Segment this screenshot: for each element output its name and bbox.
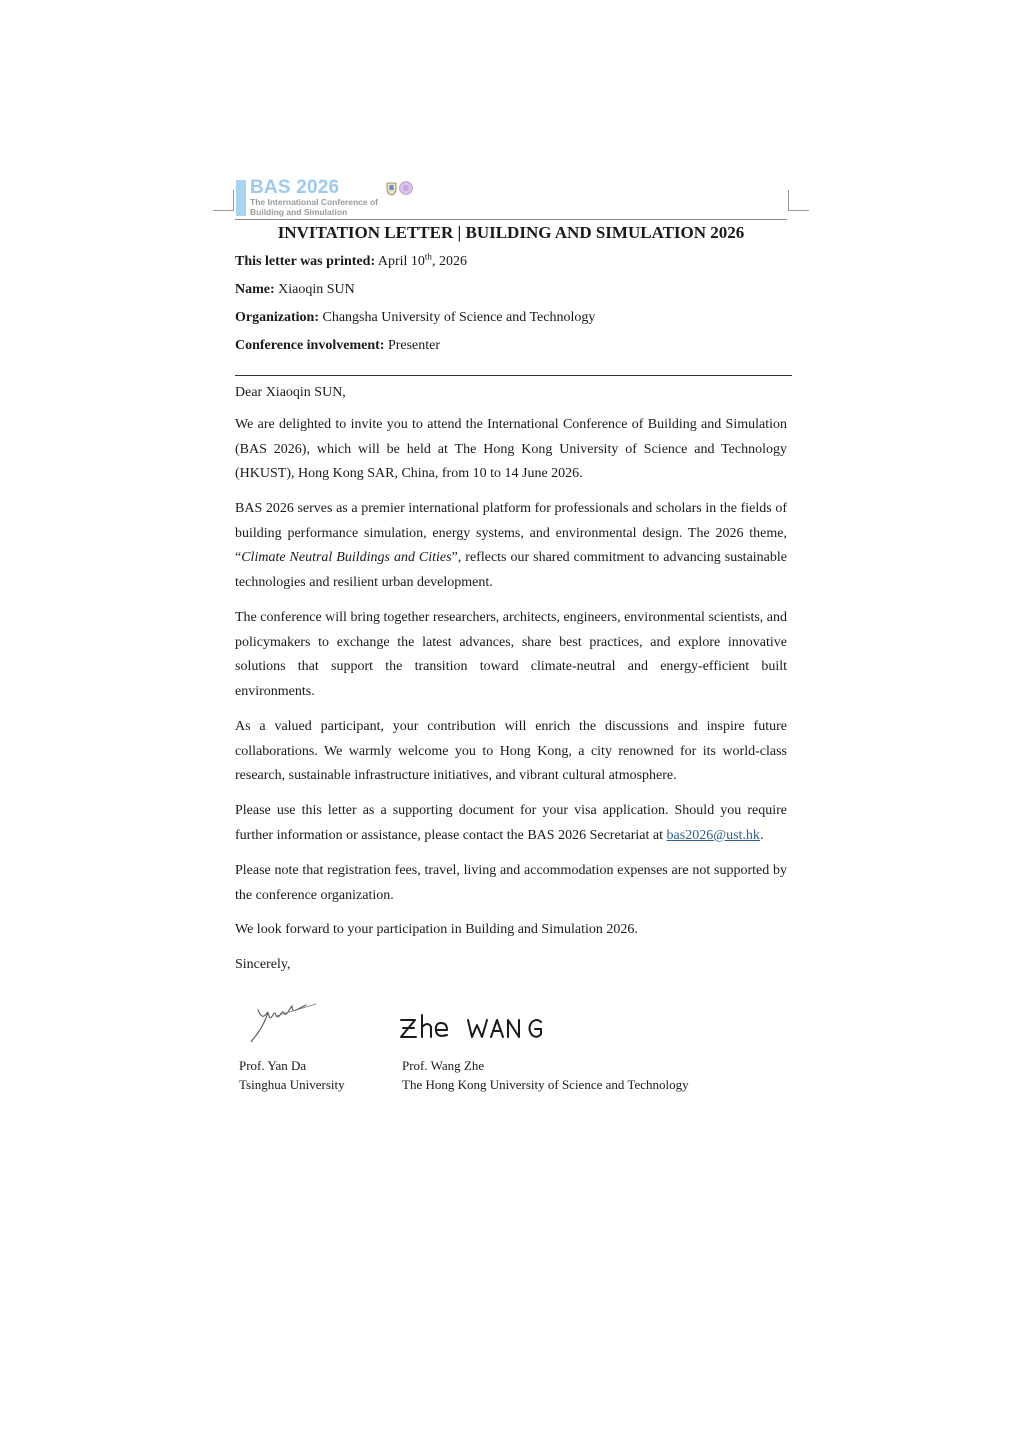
paragraph-expenses: Please note that registration fees, travel, living and accommodation expenses are not supported by the conference organization. — [235, 863, 787, 903]
conference-theme: Climate Neutral Buildings and Cities — [241, 550, 452, 566]
printed-date-year: , 2026 — [431, 254, 467, 269]
paragraph-audience: The conference will bring together researchers, architects, engineers, environmental scientists, and policymakers to exchange the latest advances, share best practices, and explore innovative solutions that support the transition toward climate-neutral and energy-efficient built environments. — [235, 610, 787, 700]
paragraph-invitation: We are delighted to invite you to attend the International Conference of Building and Simulation (BAS 2026), which will be held at The Hong Kong University of Science and Technology (HKUST), Hong Kong SAR, China, from 10 to 14 June 2026. — [235, 417, 787, 482]
signatory-2-block — [402, 1056, 689, 1094]
organization-value: Changsha University of Science and Technology — [322, 310, 596, 325]
printed-date-label: This letter was printed: — [235, 254, 376, 269]
logo-bar — [236, 180, 246, 216]
name-line — [235, 282, 355, 298]
name-label: Name: — [235, 282, 275, 297]
section-divider — [235, 375, 792, 376]
signatory-2-name: Prof. Wang Zhe — [402, 1058, 485, 1073]
crop-mark-right — [788, 190, 809, 211]
organization-label: Organization: — [235, 310, 319, 325]
paragraph-visa-text-end: . — [759, 827, 764, 843]
signatory-2-affiliation: The Hong Kong University of Science and Technology — [402, 1077, 689, 1092]
salutation: Dear Xiaoqin SUN, — [235, 385, 346, 400]
name-value: Xiaoqin SUN — [278, 282, 355, 297]
logo-subtitle-line2: Building and Simulation — [250, 207, 348, 217]
organization-line — [235, 310, 595, 326]
signature-wang-zhe — [398, 1012, 554, 1046]
involvement-line — [235, 338, 440, 354]
signatory-1-name: Prof. Yan Da — [239, 1058, 307, 1073]
involvement-value: Presenter — [387, 338, 441, 353]
paragraph-visa — [235, 799, 787, 848]
closing-sincerely: Sincerely, — [235, 957, 291, 972]
paragraph-visa-text: Please use this letter as a supporting document for your visa application. Should you require further information or assistance, please contact the BAS 2026 Secretariat at — [235, 803, 787, 843]
conference-logo — [236, 178, 436, 218]
header-rule — [235, 219, 787, 220]
paragraph-closing: We look forward to your participation in Building and Simulation 2026. — [235, 922, 638, 937]
involvement-label: Conference involvement: — [235, 338, 385, 353]
signatory-1-affiliation: Tsinghua University — [239, 1077, 345, 1092]
logo-subtitle — [250, 197, 378, 217]
signatory-1-block — [239, 1056, 345, 1094]
signature-yan-da — [246, 998, 326, 1046]
secretariat-email-link[interactable]: bas2026@ust.hk — [666, 827, 760, 843]
paragraph-welcome: As a valued participant, your contribution will enrich the discussions and inspire future collaborations. We warmly welcome you to Hong Kong, a city renowned for its world-class research, sustainable infrastructure initiatives, and vibrant cultural atmosphere. — [235, 719, 787, 784]
paragraph-platform-text-end: ”, reflects our shared commitment to advancing sustainable technologies and resilient urban development. — [235, 550, 787, 591]
letter-title: INVITATION LETTER | BUILDING AND SIMULATION 2026 — [277, 223, 745, 242]
paragraph-platform — [235, 497, 787, 596]
university-crest-icon — [386, 180, 414, 196]
printed-date-month: April 10 — [377, 254, 425, 269]
logo-title: BAS 2026 — [250, 177, 340, 198]
crop-mark-left — [213, 190, 234, 211]
printed-date-suffix: th — [424, 251, 432, 262]
printed-date-line — [235, 251, 467, 270]
logo-subtitle-line1: The International Conference of — [250, 197, 378, 207]
paragraph-platform-text: BAS 2026 serves as a premier international platform for professionals and scholars in the fields of building performance simulation, energy systems, and environmental design. The 2026 theme, “ — [235, 501, 787, 566]
